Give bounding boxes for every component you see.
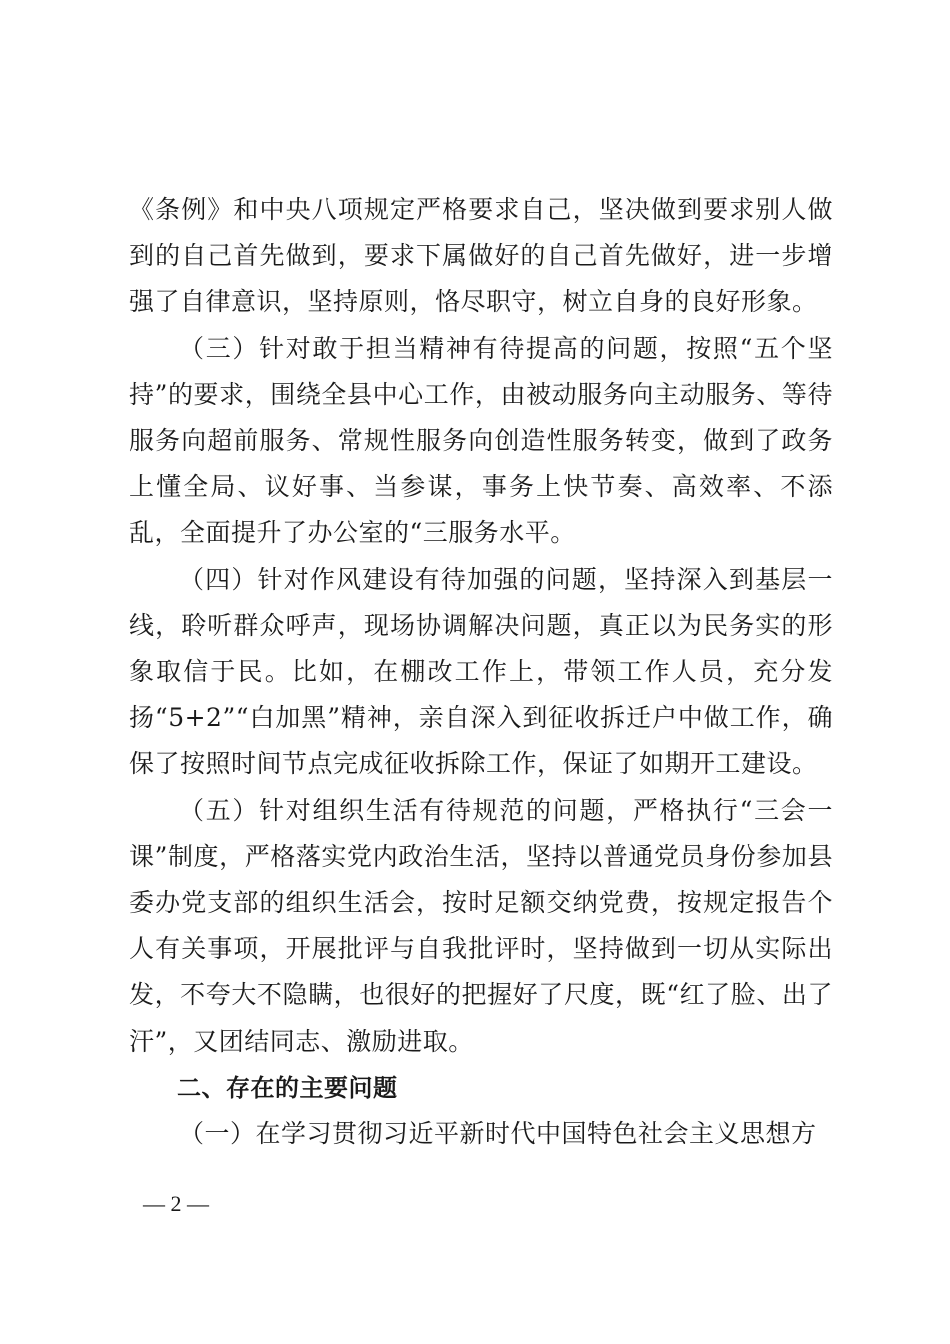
paragraph-item-3: （三）针对敢于担当精神有待提高的问题，按照“五个坚持”的要求，围绕全县中心工作，由被动服务向主动服务、等待服务向超前服务、常规性服务向创造性服务转变，做到了政务上懂全局、议好事、当参谋，事务上快节奏、高效率、不添乱，全面提升了办公室的“三服务水平。 bbox=[129, 333, 833, 548]
paragraph-item-4: （四）针对作风建设有待加强的问题，坚持深入到基层一线，聆听群众呼声，现场协调解决问题，真正以为民务实的形象取信于民。比如，在棚改工作上，带领工作人员，充分发扬“5+2”“白加黑”精神，亲自深入到征收拆迁户中做工作，确保了按照时间节点完成征收拆除工作，保证了如期开工建设。 bbox=[129, 564, 833, 779]
paragraph-item-5: （五）针对组织生活有待规范的问题，严格执行“三会一课”制度，严格落实党内政治生活，坚持以普通党员身份参加县委办党支部的组织生活会，按时足额交纳党费，按规定报告个人有关事项，开展批评与自我批评时，坚持做到一切从实际出发，不夸大不隐瞒，也很好的把握好了尺度，既“红了脸、出了汗”，又团结同志、激励进取。 bbox=[129, 795, 833, 1056]
paragraph-continuation: 《条例》和中央八项规定严格要求自己，坚决做到要求别人做到的自己首先做到，要求下属做好的自己首先做好，进一步增强了自律意识，坚持原则，恪尽职守，树立自身的良好形象。 bbox=[129, 195, 833, 317]
page-number: — 2 — bbox=[143, 1191, 209, 1216]
section-heading: 二、存在的主要问题 bbox=[177, 1073, 398, 1102]
paragraph-problem-1: （一）在学习贯彻习近平新时代中国特色社会主义思想方 bbox=[179, 1119, 817, 1149]
body-text bbox=[129, 187, 833, 1157]
